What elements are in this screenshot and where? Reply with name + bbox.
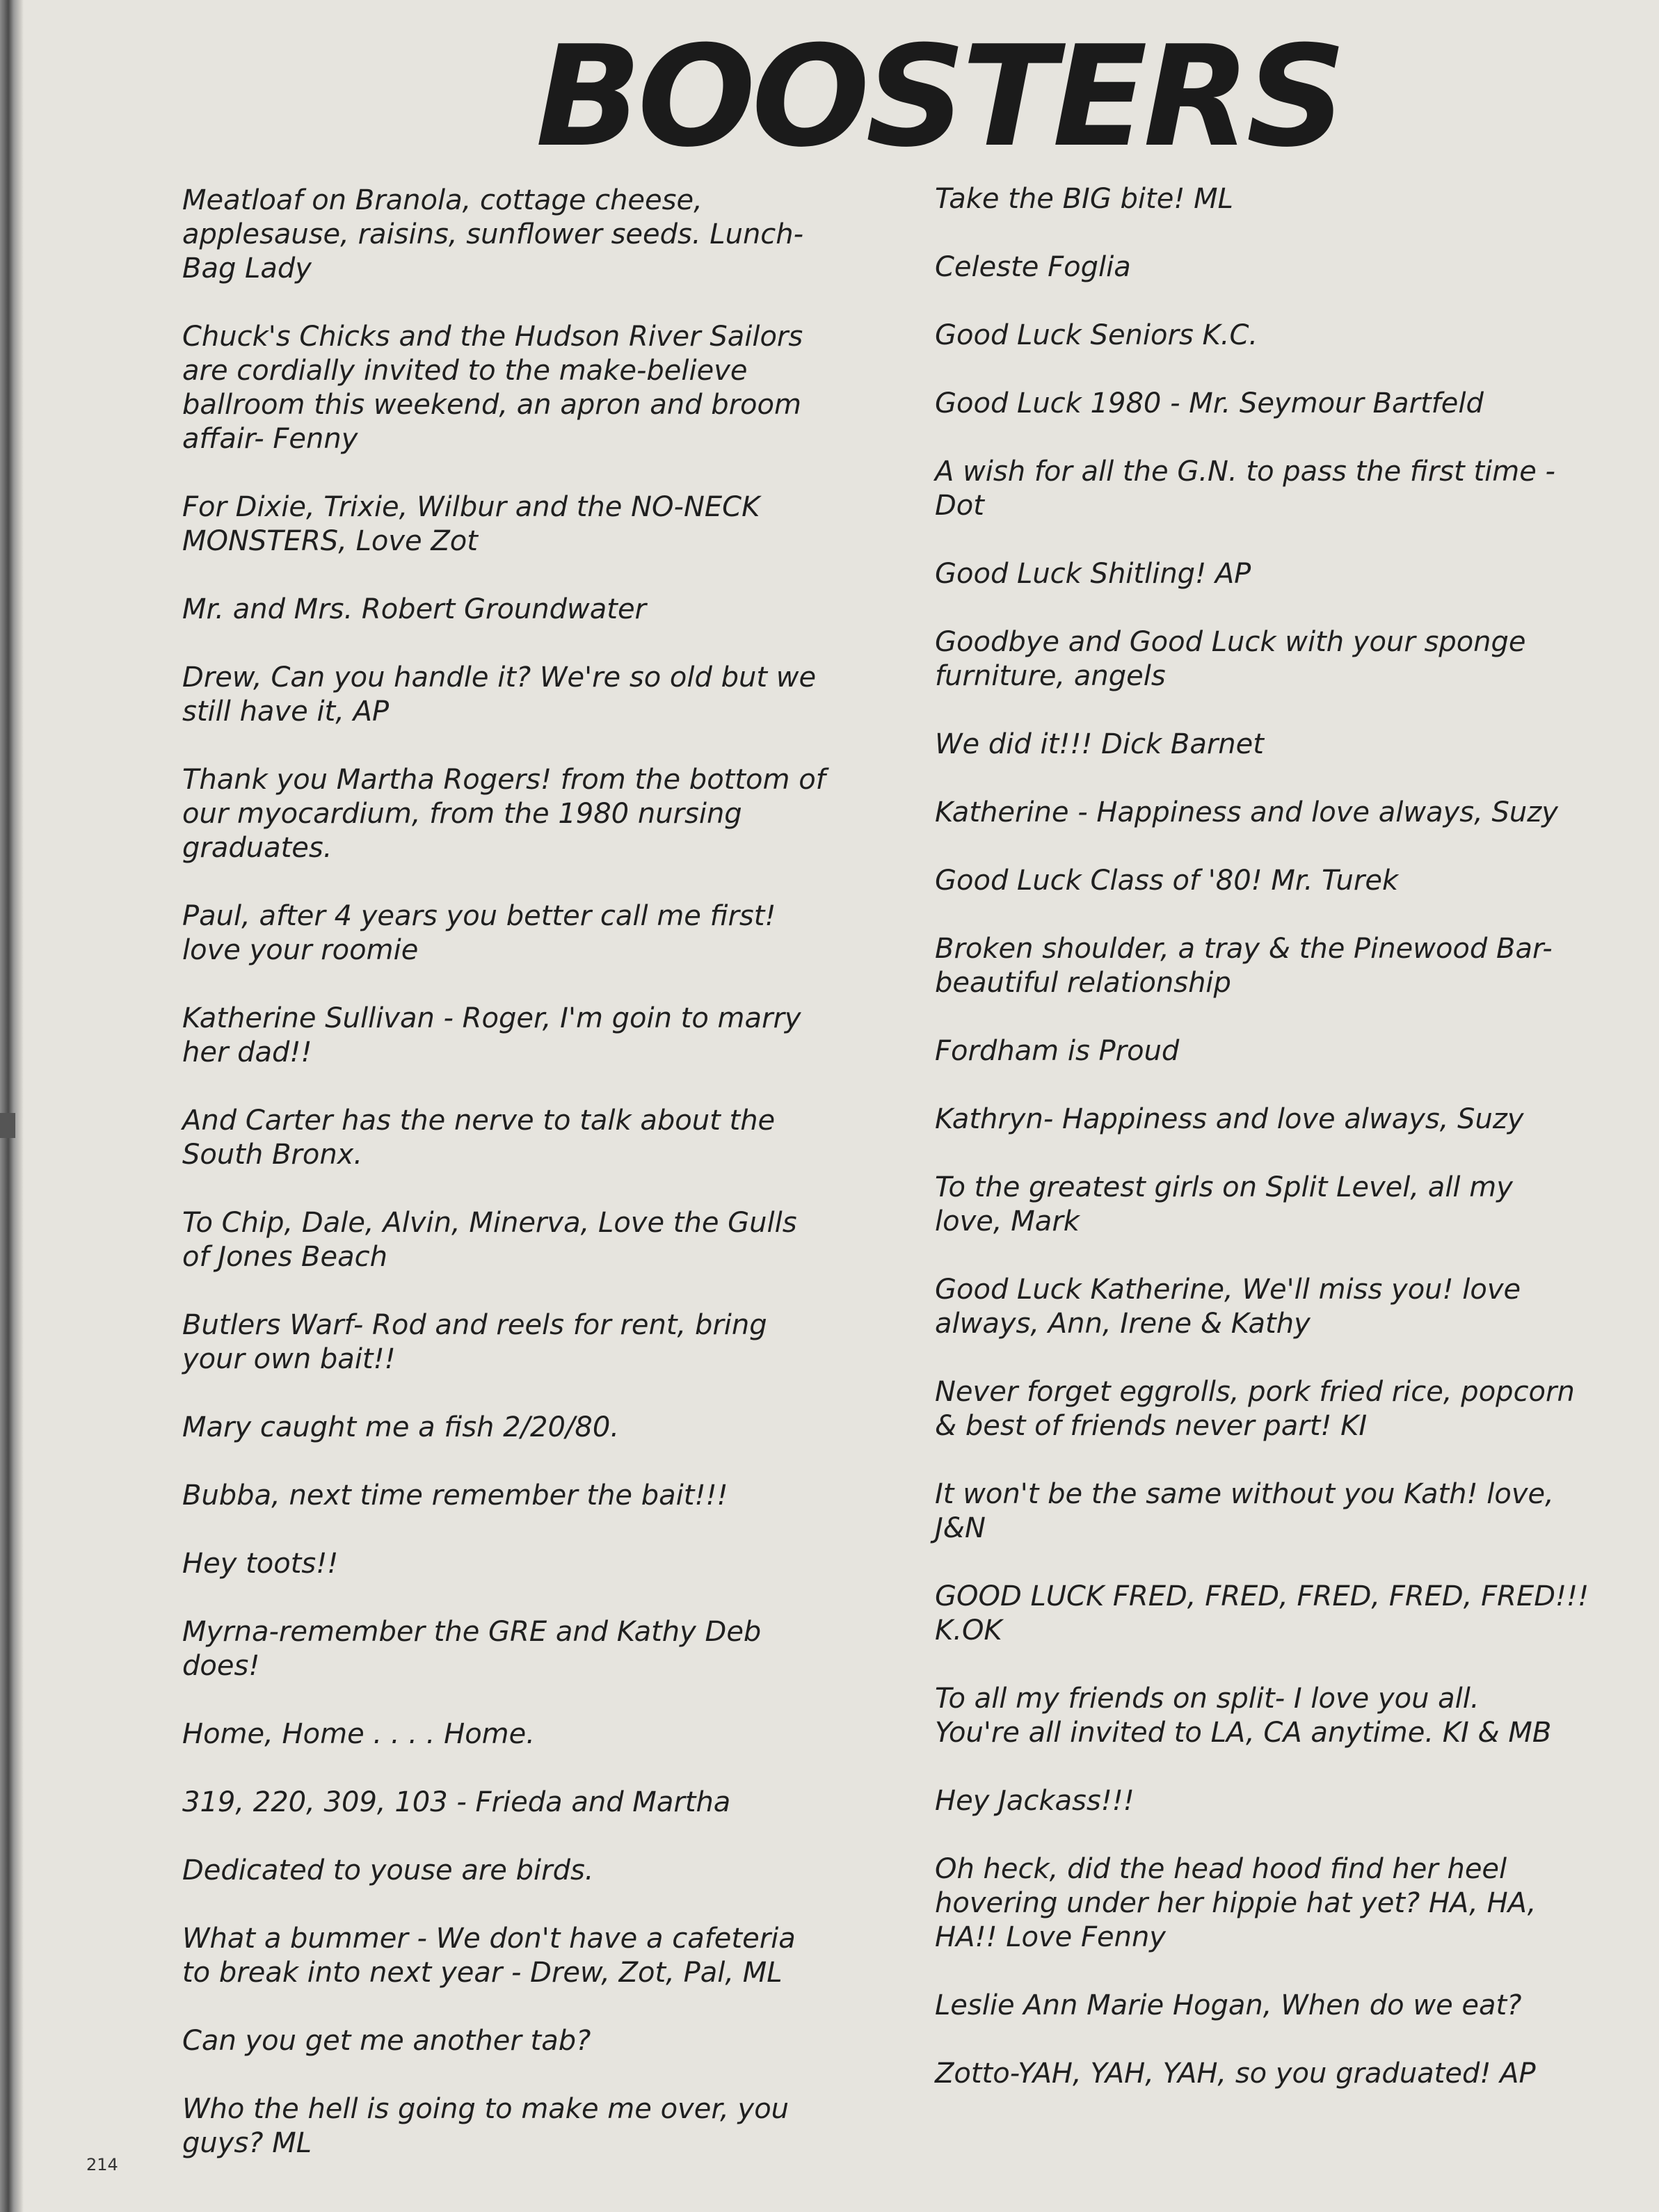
booster-entry: Oh heck, did the head hood find her heel hovering under her hippie hat yet? HA, HA, HA!! Love Fenny: [935, 1853, 1537, 1953]
booster-entry: Dedicated to youse are birds.: [182, 1854, 594, 1886]
booster-entry: Kathryn- Happiness and love always, Suzy: [935, 1103, 1524, 1135]
booster-entry: Bubba, next time remember the bait!!!: [182, 1480, 728, 1512]
booster-entry: What a bummer - We don't have a cafeteria to break into next year - Drew, Zot, Pal, ML: [182, 1923, 796, 1989]
booster-entry: And Carter has the nerve to talk about the South Bronx.: [182, 1105, 776, 1171]
page-binding-edge: [0, 0, 24, 2212]
booster-entry: Hey toots!!: [182, 1548, 339, 1580]
booster-entry: Hey Jackass!!!: [935, 1785, 1135, 1817]
booster-entry: Leslie Ann Marie Hogan, When do we eat?: [935, 1989, 1522, 2021]
booster-entry: To Chip, Dale, Alvin, Minerva, Love the Gulls of Jones Beach: [182, 1207, 797, 1273]
booster-entry: Good Luck Shitling! AP: [935, 558, 1251, 590]
booster-entry: Mr. and Mrs. Robert Groundwater: [182, 593, 646, 625]
booster-entry: Fordham is Proud: [935, 1035, 1180, 1067]
booster-entry: Drew, Can you handle it? We're so old but we still have it, AP: [182, 662, 817, 728]
booster-entry: Katherine Sullivan - Roger, I'm goin to marry her dad!!: [182, 1002, 801, 1068]
booster-entry: Broken shoulder, a tray & the Pinewood Bar- beautiful relationship: [935, 933, 1553, 999]
booster-entry: Zotto-YAH, YAH, YAH, so you graduated! AP: [935, 2058, 1536, 2090]
booster-entry: Mary caught me a fish 2/20/80.: [182, 1411, 620, 1443]
booster-entry: A wish for all the G.N. to pass the first time - Dot: [935, 456, 1555, 522]
booster-entry: Good Luck 1980 - Mr. Seymour Bartfeld: [935, 387, 1484, 419]
page-number: 214: [86, 2155, 118, 2174]
booster-entry: Thank you Martha Rogers! from the bottom of our myocardium, from the 1980 nursing graduates.: [182, 764, 826, 864]
booster-entry: Never forget eggrolls, pork fried rice, popcorn & best of friends never part! KI: [935, 1376, 1575, 1442]
booster-entry: Home, Home . . . . Home.: [182, 1718, 535, 1750]
binding-mark: [0, 1113, 15, 1138]
booster-entry: Good Luck Seniors K.C.: [935, 319, 1258, 351]
booster-entry: Katherine - Happiness and love always, Suzy: [935, 796, 1558, 828]
right-column: [935, 182, 1630, 2125]
booster-entry: Celeste Foglia: [935, 251, 1131, 283]
booster-entry: To the greatest girls on Split Level, all my love, Mark: [935, 1171, 1513, 1237]
booster-entry: 319, 220, 309, 103 - Frieda and Martha: [182, 1786, 731, 1818]
booster-entry: Chuck's Chicks and the Hudson River Sailors are cordially invited to the make-believe ballroom this weekend, an apron and broom affair- Fenny: [182, 321, 803, 455]
booster-entry: To all my friends on split- I love you all. You're all invited to LA, CA anytime. KI & MB: [935, 1683, 1552, 1749]
booster-entry: Myrna-remember the GRE and Kathy Deb does!: [182, 1616, 762, 1682]
booster-entry: Good Luck Class of '80! Mr. Turek: [935, 865, 1399, 897]
booster-entry: Meatloaf on Branola, cottage cheese, applesause, raisins, sunflower seeds. Lunch- Bag Lady: [182, 184, 804, 284]
booster-entry: We did it!!! Dick Barnet: [935, 728, 1264, 760]
booster-entry: It won't be the same without you Kath! love, J&N: [935, 1478, 1554, 1544]
booster-entry: Can you get me another tab?: [182, 2025, 591, 2057]
page-title: BOOSTERS: [536, 16, 1343, 178]
booster-entry: Paul, after 4 years you better call me first! love your roomie: [182, 900, 776, 966]
booster-entry: Butlers Warf- Rod and reels for rent, bring your own bait!!: [182, 1309, 767, 1375]
booster-entry: Who the hell is going to make me over, you guys? ML: [182, 2093, 790, 2159]
booster-entry: GOOD LUCK FRED, FRED, FRED, FRED, FRED!!! K.OK: [935, 1580, 1589, 1646]
booster-entry: Good Luck Katherine, We'll miss you! love always, Ann, Irene & Kathy: [935, 1274, 1521, 1340]
booster-entry: Take the BIG bite! ML: [935, 183, 1233, 215]
left-column: [182, 184, 878, 2195]
booster-entry: Goodbye and Good Luck with your sponge furniture, angels: [935, 626, 1526, 692]
booster-entry: For Dixie, Trixie, Wilbur and the NO-NECK MONSTERS, Love Zot: [182, 491, 760, 557]
